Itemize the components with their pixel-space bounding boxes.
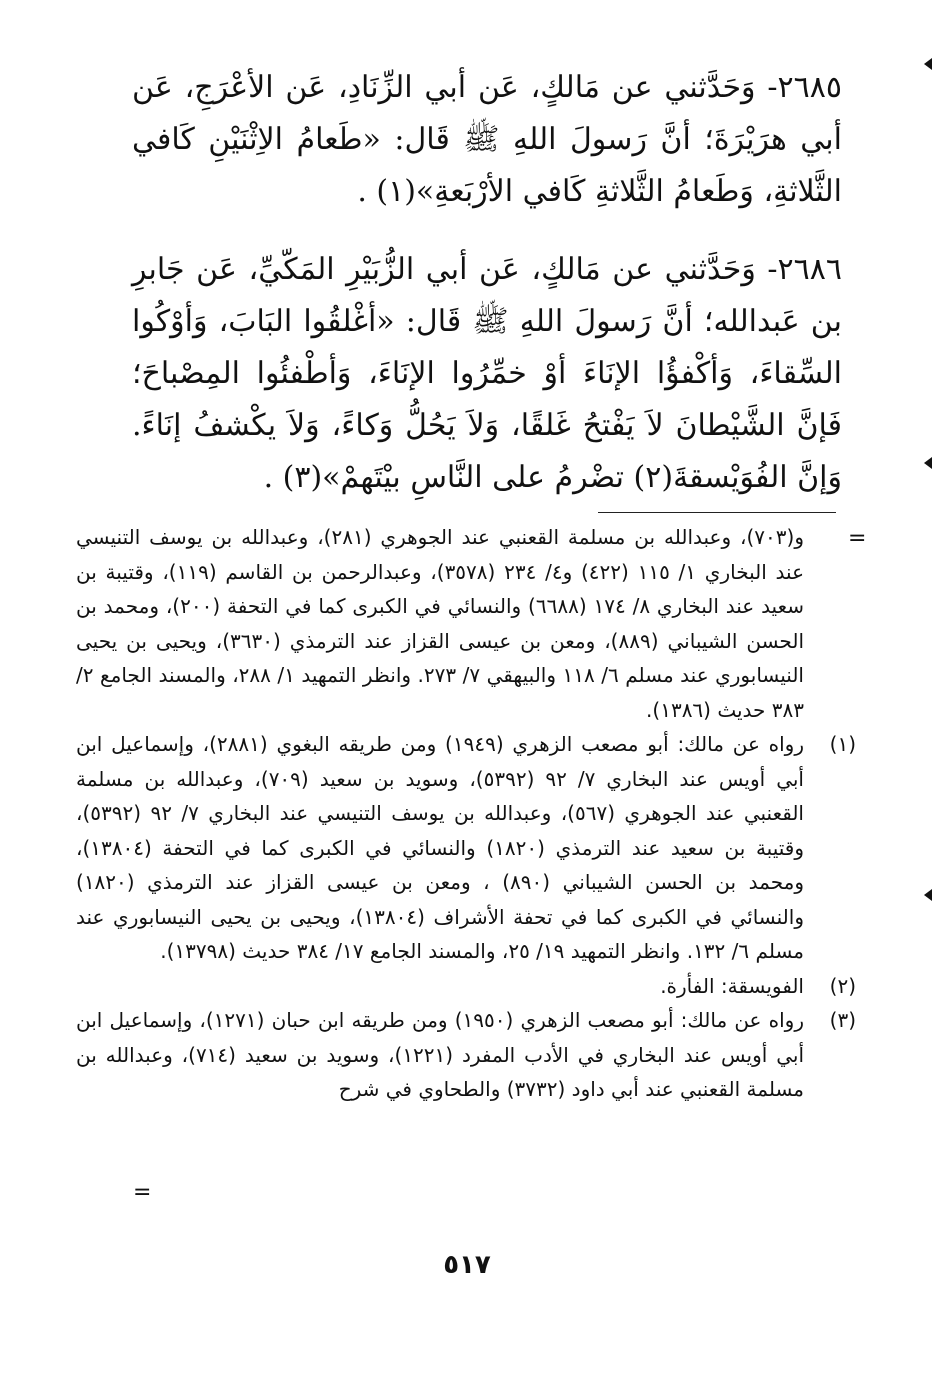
footnote-text: رواه عن مالك: أبو مصعب الزهري (١٩٥٠) ومن طريقه ابن حبان (١٢٧١)، وإسماعيل ابن أبي أويس عند البخاري في الأدب المفرد (١٢٢١)، وسويد بن سعيد (٧١٤)، وعبدالله بن مسلمة القعنبي عند أبي داود (٣٧٣٢) والطحاوي في شرح <box>76 1008 804 1101</box>
hadith-2685-text: ٢٦٨٥- وَحَدَّثني عن مَالكٍ، عَن أبي الزِّنَادِ، عَن الأعْرَجِ، عَن أبي هرَيْرَةَ؛ أنَّ رَسولَ اللهِ ﷺ قَال: «طَعامُ الاِثْنَيْنِ كَافي الثَّلاثةِ، وَطَعامُ الثَّلاثةِ كَافي الأرْبَعةِ»(١) . <box>132 70 842 209</box>
footnote-continued <box>76 520 856 727</box>
margin-marker-icon <box>924 457 932 469</box>
footnote-1 <box>76 727 856 969</box>
footnote-continued-text: و(٧٠٣)، وعبدالله بن مسلمة القعنبي عند الجوهري (٢٨١)، وعبدالله بن يوسف التنيسي عند البخاري ١/ ١١٥ (٤٢٢) و٤/ ٢٣٤ (٣٥٧٨)، وعبدالرحمن بن القاسم (١١٩)، وقتيبة بن سعيد عند البخاري ٨/ ١٧٤ (٦٦٨٨) والنسائي في الكبرى كما في التحفة (٢٠٠)، ومحمد بن الحسن الشيباني (٨٨٩)، ومعن بن عيسى القزاز عند الترمذي (٣٦٣٠)، ويحيى بن يحيى النيسابوري عند مسلم ٦/ ١١٨ والبيهقي ٧/ ٢٧٣. وانظر التمهيد ١/ ٢٨٨، والمسند الجامع ٢/ ٣٨٣ حديث (١٣٨٦). <box>76 525 805 722</box>
hadith-text-block <box>132 62 842 530</box>
footnote-text: رواه عن مالك: أبو مصعب الزهري (١٩٤٩) ومن طريقه البغوي (٢٨٨١)، وإسماعيل ابن أبي أويس عند البخاري ٧/ ٩٢ (٥٣٩٢)، وسويد بن سعيد (٧٠٩)، وعبدالله بن مسلمة القعنبي عند الجوهري (٥٦٧)، وعبدالله بن يوسف التنيسي عند البخاري ٧/ ٩٢ (٥٣٩٢)، وقتيبة بن سعيد عند الترمذي (١٨٢٠) والنسائي في الكبرى كما في التحفة (١٣٨٠٤)، ومحمد بن الحسن الشيباني (٨٩٠) ، ومعن بن عيسى القزاز عند الترمذي (١٨٢٠) والنسائي في الكبرى كما في تحفة الأشراف (١٣٨٠٤)، ويحيى بن يحيى النيسابوري عند مسلم ٦/ ١٣٢. وانظر التمهيد ١٩/ ٢٥، والمسند الجامع ١٧/ ٣٨٤ حديث (١٣٧٩٨). <box>76 732 805 963</box>
footnote-number: (١) <box>829 732 856 756</box>
footnote-2 <box>76 969 856 1004</box>
footnote-3 <box>76 1003 856 1107</box>
hadith-2686 <box>132 244 842 504</box>
margin-marker-icon <box>924 58 932 70</box>
footnote-text: الفويسقة: الفأرة. <box>660 973 804 998</box>
footnote-continues-mark: = <box>133 1180 152 1205</box>
footnote-separator <box>598 512 836 513</box>
footnote-continued-mark: = <box>848 526 867 551</box>
hadith-2686-text: ٢٦٨٦- وَحَدَّثني عن مَالكٍ، عَن أبي الزُّبَيْرِ المَكّيِّ، عَن جَابرِ بن عَبدالله؛ أنَّ رَسولَ اللهِ ﷺ قَال: «أغْلقُوا البَابَ، وَأوْكُوا السِّقاءَ، وَأكْفؤُا الإنَاءَ أوْ خمِّرُوا الإنَاءَ، وَأطْفئُوا المِصْباحَ؛ فَإنَّ الشَّيْطانَ لاَ يَفْتحُ غَلقًا، وَلاَ يَحُلُّ وَكاءً، وَلاَ يكْشفُ إنَاءً. وَإنَّ الفُوَيْسقةَ(٢) تضْرمُ على النَّاسِ بيْتَهمْ»(٣) . <box>132 252 842 495</box>
footnote-number: (٢) <box>829 973 856 998</box>
footnotes-block <box>76 520 856 1107</box>
page-number: ٥١٧ <box>443 1250 491 1280</box>
footnote-number: (٣) <box>829 1008 856 1032</box>
margin-marker-icon <box>924 889 932 901</box>
hadith-2685 <box>132 62 842 218</box>
